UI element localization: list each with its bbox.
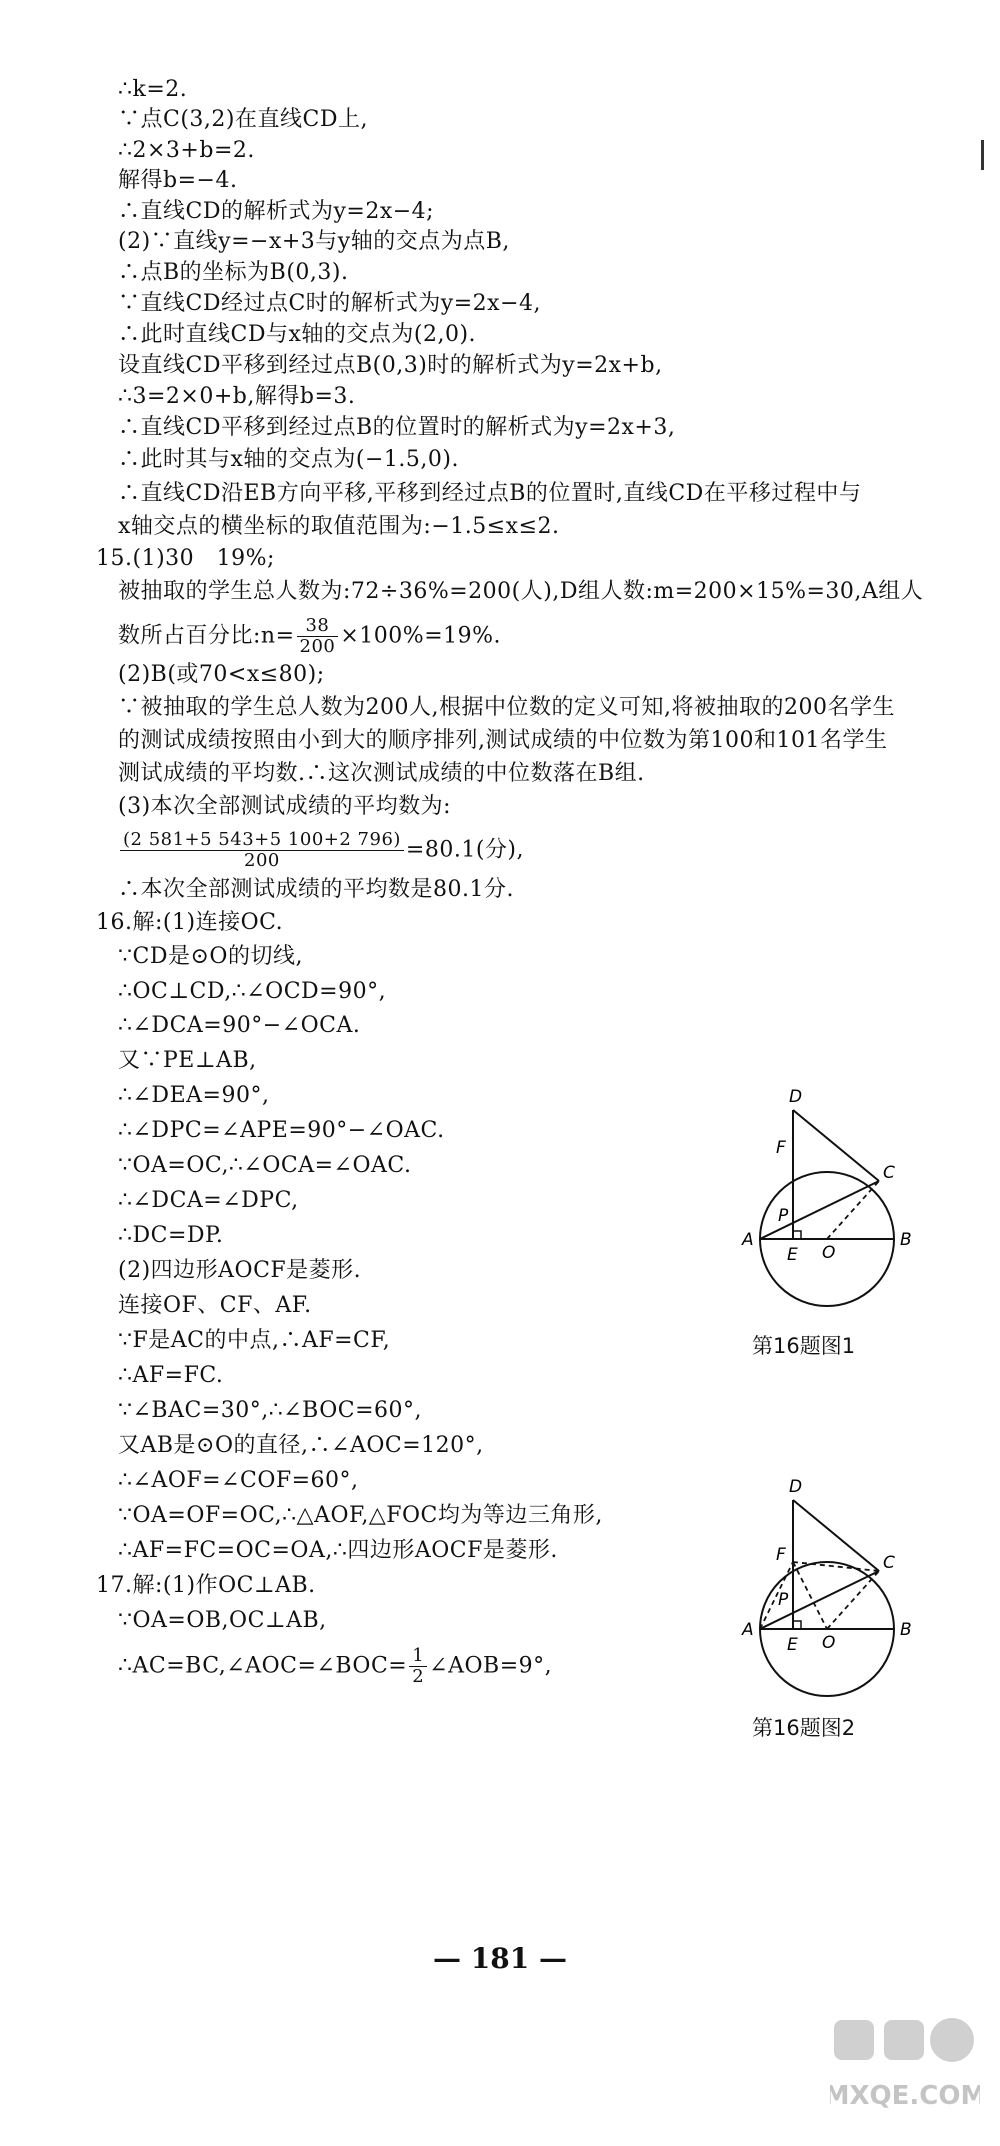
label-b: B xyxy=(900,1620,912,1640)
tangent-dc xyxy=(793,1500,879,1571)
text-line: ∴3=2×0+b,解得b=3. xyxy=(118,384,356,409)
page-number: — 181 — xyxy=(433,1942,567,1975)
radius-oc xyxy=(827,1571,879,1629)
text-line: ∴点B的坐标为B(0,3). xyxy=(118,260,349,285)
fraction-line xyxy=(118,616,938,657)
text-line: ∴AF=FC=OC=OA,∴四边形AOCF是菱形. xyxy=(118,1538,558,1563)
text-line: (3)本次全部测试成绩的平均数为: xyxy=(118,794,452,819)
figure-16-2 xyxy=(730,1460,940,1700)
text-line: x轴交点的横坐标的取值范围为:−1.5≤x≤2. xyxy=(118,514,560,539)
text-line: ∵F是AC的中点,∴AF=CF, xyxy=(118,1328,391,1353)
right-angle-mark xyxy=(793,1621,801,1629)
fraction-denominator: 200 xyxy=(244,850,280,871)
label-p: P xyxy=(778,1590,789,1610)
fraction-suffix: ×100%=19%. xyxy=(340,623,502,649)
text-line: ∴AF=FC. xyxy=(118,1363,224,1388)
tangent-dc xyxy=(793,1110,879,1181)
text-line: ∴直线CD沿EB方向平移,平移到经过点B的位置时,直线CD在平移过程中与 xyxy=(118,481,862,506)
label-e: E xyxy=(787,1245,798,1265)
fraction-numerator: (2 581+5 543+5 100+2 796) xyxy=(120,830,404,851)
label-c: C xyxy=(883,1553,895,1573)
fraction xyxy=(297,616,339,657)
text-line: ∴∠DPC=∠APE=90°−∠OAC. xyxy=(118,1118,445,1143)
label-d: D xyxy=(789,1087,803,1107)
label-o: O xyxy=(822,1633,836,1653)
label-e: E xyxy=(787,1635,798,1655)
text-line: ∴∠DCA=90°−∠OCA. xyxy=(118,1013,361,1038)
label-f: F xyxy=(776,1545,786,1565)
label-b: B xyxy=(900,1230,912,1250)
text-line: ∵点C(3,2)在直线CD上, xyxy=(118,107,368,132)
text-line: ∴直线CD的解析式为y=2x−4; xyxy=(118,199,435,224)
label-a: A xyxy=(742,1620,754,1640)
figure-1-caption: 第16题图1 xyxy=(752,1334,856,1358)
watermark-badge-icon xyxy=(830,2014,980,2124)
fraction-prefix: 数所占百分比:n= xyxy=(118,623,295,649)
text-line: 测试成绩的平均数.∴这次测试成绩的中位数落在B组. xyxy=(118,761,645,786)
label-f: F xyxy=(776,1138,786,1158)
text-line: (2)∵直线y=−x+3与y轴的交点为点B, xyxy=(118,229,510,254)
text-line: ∵CD是⊙O的切线, xyxy=(118,944,303,969)
text-line: ∴∠DEA=90°, xyxy=(118,1083,270,1108)
text-line: ∴∠AOF=∠COF=60°, xyxy=(118,1468,359,1493)
text-line: ∵被抽取的学生总人数为200人,根据中位数的定义可知,将被抽取的200名学生 xyxy=(118,695,895,720)
text-line: 被抽取的学生总人数为:72÷36%=200(人),D组人数:m=200×15%=30,A组人 xyxy=(118,579,924,604)
radius-oc xyxy=(827,1181,879,1239)
fraction-line xyxy=(118,830,938,871)
watermark-logo xyxy=(830,2014,980,2128)
text-line: ∴k=2. xyxy=(118,77,188,102)
edge-mark xyxy=(981,140,984,170)
label-c: C xyxy=(883,1163,895,1183)
problem-16-heading: 16.解:(1)连接OC. xyxy=(96,910,284,935)
text-line: ∴本次全部测试成绩的平均数是80.1分. xyxy=(118,877,514,902)
text-line: ∴OC⊥CD,∴∠OCD=90°, xyxy=(118,979,387,1004)
fraction-numerator: 1 xyxy=(409,1646,427,1667)
fraction-numerator: 38 xyxy=(297,616,339,637)
problem-15-heading: 15.(1)30 19%; xyxy=(96,546,275,571)
problem-17-heading: 17.解:(1)作OC⊥AB. xyxy=(96,1573,316,1598)
right-angle-mark xyxy=(793,1231,801,1239)
text-line: ∴直线CD平移到经过点B的位置时的解析式为y=2x+3, xyxy=(118,415,676,440)
text-line: 连接OF、CF、AF. xyxy=(118,1293,312,1318)
text-line: ∴此时直线CD与x轴的交点为(2,0). xyxy=(118,322,477,347)
fraction-denominator: 200 xyxy=(299,636,336,657)
text-line: (2)四边形AOCF是菱形. xyxy=(118,1258,362,1283)
text-line: ∵OA=OC,∴∠OCA=∠OAC. xyxy=(118,1153,412,1178)
fraction xyxy=(409,1646,427,1687)
text-line: ∴DC=DP. xyxy=(118,1223,224,1248)
text-line: ∵OA=OB,OC⊥AB, xyxy=(118,1608,327,1633)
label-p: P xyxy=(778,1206,789,1226)
text-line: ∵直线CD经过点C时的解析式为y=2x−4, xyxy=(118,291,541,316)
text-line: ∴此时其与x轴的交点为(−1.5,0). xyxy=(118,447,459,472)
label-o: O xyxy=(822,1243,836,1263)
text-line: ∵∠BAC=30°,∴∠BOC=60°, xyxy=(118,1398,423,1423)
text-line: 的测试成绩按照由小到大的顺序排列,测试成绩的中位数为第100和101名学生 xyxy=(118,728,888,753)
figure-2-caption: 第16题图2 xyxy=(752,1716,856,1740)
text-line: 又AB是⊙O的直径,∴∠AOC=120°, xyxy=(118,1433,484,1458)
text-line: 解得b=−4. xyxy=(118,168,238,193)
text-line: 又∵PE⊥AB, xyxy=(118,1048,257,1073)
watermark-text: MXQE.COM xyxy=(830,2081,980,2111)
fraction-denominator: 2 xyxy=(412,1666,425,1687)
fraction-prefix: ∴AC=BC,∠AOC=∠BOC= xyxy=(118,1653,408,1679)
fraction-suffix: ∠AOB=9°, xyxy=(429,1653,553,1679)
text-line: (2)B(或70<x≤80); xyxy=(118,662,325,687)
figure-16-1 xyxy=(730,1070,940,1310)
label-d: D xyxy=(789,1477,803,1497)
fraction xyxy=(120,830,404,871)
text-line: ∴∠DCA=∠DPC, xyxy=(118,1188,299,1213)
text-line: 设直线CD平移到经过点B(0,3)时的解析式为y=2x+b, xyxy=(118,353,663,378)
segment-fo xyxy=(793,1562,827,1629)
fraction-suffix: =80.1(分), xyxy=(405,837,524,863)
text-line: ∵OA=OF=OC,∴△AOF,△FOC均为等边三角形, xyxy=(118,1503,603,1528)
text-line: ∴2×3+b=2. xyxy=(118,138,255,163)
label-a: A xyxy=(742,1230,754,1250)
